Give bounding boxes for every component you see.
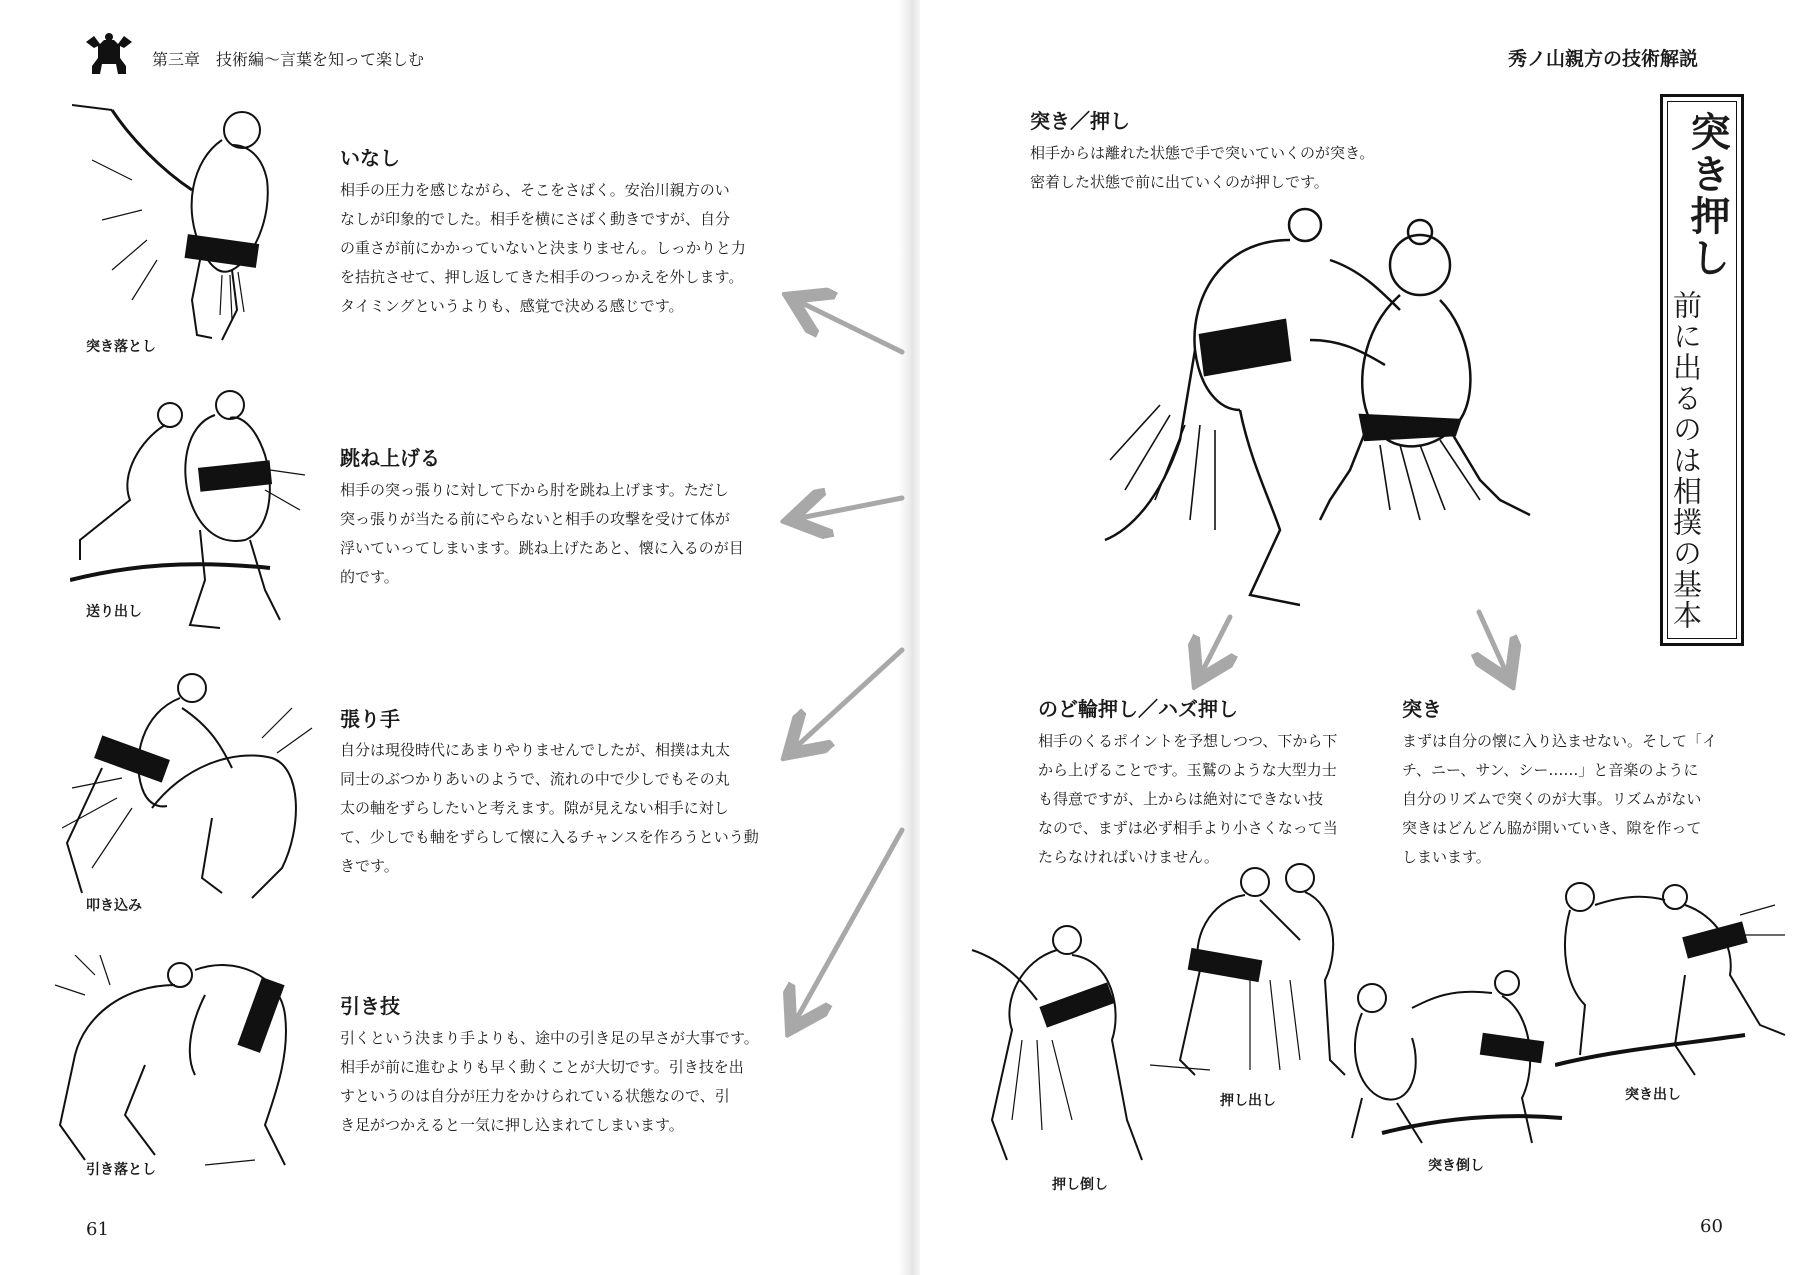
text-line: を拮抗させて、押し返してきた相手のつっかえを外します。 — [340, 268, 744, 286]
vertical-subtitle: 前に出るのは相撲の基本 — [1669, 290, 1703, 631]
text-line: 相手からは離れた状態で手で突いていくのが突き。 — [1030, 144, 1375, 162]
text-line: 太の軸をずらしたいと考えます。隙が見えない相手に対し — [340, 799, 729, 817]
page-number-left: 61 — [86, 1219, 109, 1240]
chapter-header: 第三章 技術編〜言葉を知って楽しむ — [152, 50, 425, 69]
text-line: 相手の突っ張りに対して下から肘を跳ね上げます。ただし — [340, 481, 729, 499]
vertical-main-title: 突き押し — [1684, 111, 1731, 279]
intro-body — [1030, 139, 1374, 197]
sub-body-nodowa — [1038, 727, 1338, 872]
text-line: 引くという決まり手よりも、途中の引き足の早さが大事です。 — [340, 1029, 759, 1047]
tsukitaoshi-illustration — [1342, 968, 1567, 1148]
tsukidashi-illustration — [1555, 875, 1790, 1085]
tsukioshi-main-illustration — [1100, 200, 1540, 615]
text-line: タイミングというよりも、感覚で決める感じです。 — [340, 297, 684, 315]
caption-tsukidashi: 突き出し — [1625, 1087, 1681, 1103]
section-body-harite — [340, 736, 759, 881]
intro-title: 突き／押し — [1030, 109, 1130, 133]
text-line: しまいます。 — [1402, 848, 1491, 866]
text-line: 突っ張りが当たる前にやらないと相手の攻撃を受けて体が — [340, 510, 731, 528]
hatakikomi-illustration — [62, 668, 317, 903]
book-header-title: 秀ノ山親方の技術解説 — [1508, 48, 1699, 70]
caption-hatakikomi: 叩き込み — [86, 898, 142, 914]
caption-okuridashi: 送り出し — [86, 604, 142, 620]
text-line: なしが印象的でした。相手を横にさばく動きですが、自分 — [340, 210, 731, 228]
section-title-haneageru: 跳ね上げる — [340, 446, 440, 470]
text-line: 相手のくるポイントを予想しつつ、下から下 — [1038, 732, 1338, 750]
text-line: 同士のぶつかりあいのようで、流れの中で少しでもその丸 — [340, 770, 730, 788]
sumo-emblem-icon — [84, 32, 134, 76]
oshidashi-illustration — [1150, 860, 1350, 1085]
sub-body-tsuki — [1402, 727, 1717, 872]
text-line: 密着した状態で前に出ていくのが押しです。 — [1030, 173, 1329, 191]
text-line: 浮いていってしまいます。跳ね上げたあと、懐に入るのが目 — [340, 539, 744, 557]
tsukiotoshi-illustration — [72, 100, 287, 345]
text-line: から上げることです。玉鷲のような大型力士 — [1038, 761, 1337, 779]
text-line: きです。 — [340, 857, 399, 875]
text-line: 自分は現役時代にあまりやりませんでしたが、相撲は丸太 — [340, 741, 731, 759]
section-body-inashi — [340, 176, 746, 321]
text-line: て、少しでも軸をずらして懐に入るチャンスを作ろうという動 — [340, 828, 759, 846]
okuridashi-illustration — [70, 380, 310, 635]
section-body-hikiwaza — [340, 1024, 759, 1140]
caption-tsukitaoshi: 突き倒し — [1428, 1158, 1484, 1174]
caption-tsukiotoshi: 突き落とし — [86, 339, 156, 355]
oshitaoshi-illustration — [962, 920, 1162, 1170]
caption-hikiotoshi: 引き落とし — [86, 1162, 156, 1178]
section-title-inashi: いなし — [340, 146, 400, 170]
text-line: 相手が前に進むよりも早く動くことが大切です。引き技を出 — [340, 1058, 744, 1076]
page-number-right: 60 — [1700, 1216, 1723, 1237]
left-page — [0, 0, 905, 1275]
hikiotoshi-illustration — [55, 955, 320, 1170]
caption-oshitaoshi: 押し倒し — [1052, 1177, 1108, 1193]
section-title-harite: 張り手 — [340, 707, 400, 731]
text-line: すというのは自分が圧力をかけられている状態なので、引 — [340, 1087, 730, 1105]
text-line: 自分のリズムで突くのが大事。リズムがない — [1402, 790, 1702, 808]
text-line: の重さが前にかかっていないと決まりません。しっかりと力 — [340, 239, 746, 257]
sub-title-tsuki: 突き — [1402, 697, 1442, 721]
section-title-hikiwaza: 引き技 — [340, 994, 400, 1018]
text-line: 相手の圧力を感じながら、そこをさばく。安治川親方のい — [340, 181, 730, 199]
text-line: 突きはどんどん脇が開いていき、隙を作って — [1402, 819, 1702, 837]
sub-title-nodowa: のど輪押し／ハズ押し — [1038, 697, 1238, 721]
text-line: まずは自分の懐に入り込ませない。そして「イ — [1402, 732, 1718, 750]
text-line: たらなければいけません。 — [1038, 848, 1219, 866]
text-line: なので、まずは必ず相手より小さくなって当 — [1038, 819, 1338, 837]
text-line: も得意ですが、上からは絶対にできない技 — [1038, 790, 1324, 808]
caption-oshidashi: 押し出し — [1220, 1093, 1276, 1109]
text-line: 的です。 — [340, 568, 399, 586]
text-line: チ、ニー、サン、シー……」と音楽のように — [1402, 761, 1699, 779]
text-line: き足がつかえると一気に押し込まれてしまいます。 — [340, 1116, 684, 1134]
section-body-haneageru — [340, 476, 744, 592]
